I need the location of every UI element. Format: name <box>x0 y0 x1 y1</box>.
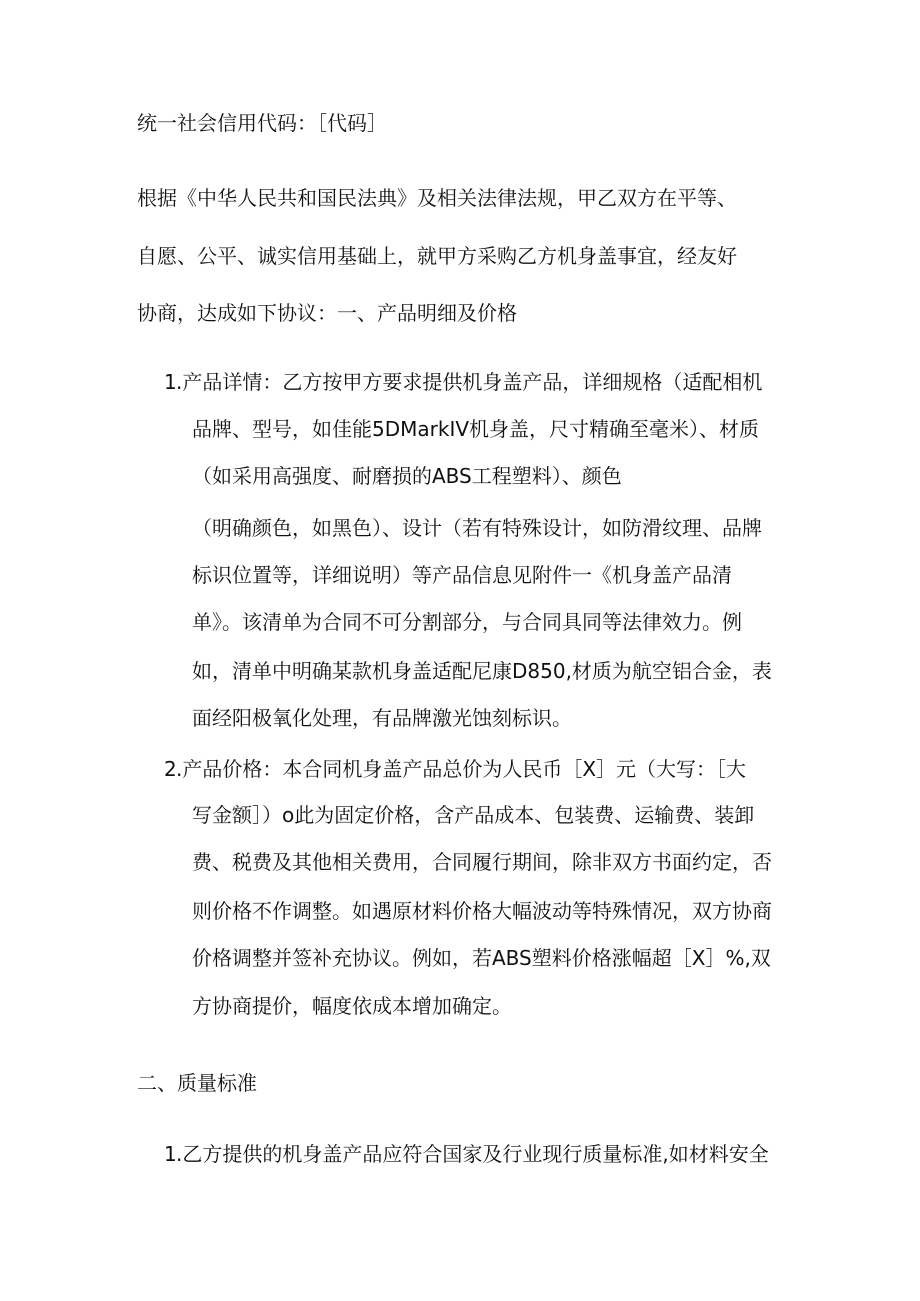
preamble-line-1: 根据《中华人民共和国民法典》及相关法律法规，甲乙双方在平等、 <box>137 186 737 210</box>
item2-line-1: .产品价格：本合同机身盖产品总价为人民币［X］元（大写：［大 <box>176 757 747 781</box>
item1-line-1: .产品详情：乙方按甲方要求提供机身盖产品，详细规格（适配相机 <box>176 370 763 394</box>
item1-line-4: （明确颜色，如黑色）、设计（若有特殊设计，如防滑纹理、品牌 <box>192 516 762 540</box>
item-number: 2 <box>164 757 177 781</box>
item2-line-3: 费、税费及其他相关费用，合同履行期间，除非双方书面约定，否 <box>192 850 772 874</box>
item-number: 1 <box>164 370 177 394</box>
preamble-line-3: 协商，达成如下协议：一、产品明细及价格 <box>137 301 517 325</box>
credit-code-line: 统一社会信用代码：［代码］ <box>137 111 387 135</box>
item2-line-4: 则价格不作调整。如遇原材料价格大幅波动等特殊情况，双方协商 <box>192 899 772 923</box>
item2-line-6: 方协商提价，幅度依成本增加确定。 <box>192 994 512 1018</box>
item1-line-6: 单》。该清单为合同不可分割部分，与合同具同等法律效力。例 <box>192 610 742 634</box>
section2-heading: 二、质量标准 <box>137 1071 257 1095</box>
section2-item1-line-1: .乙方提供的机身盖产品应符合国家及行业现行质量标准,如材料安全 <box>176 1142 769 1166</box>
item1-line-5: 标识位置等，详细说明）等产品信息见附件一《机身盖产品清 <box>192 563 732 587</box>
item1-line-2: 品牌、型号，如佳能5DMarkIV机身盖，尺寸精确至毫米）、材质 <box>192 417 760 441</box>
item2-line-5: 价格调整并签补充协议。例如，若ABS塑料价格涨幅超［X］%,双 <box>192 946 771 970</box>
item1-line-8: 面经阳极氧化处理，有品牌激光蚀刻标识。 <box>192 706 572 730</box>
preamble-line-2: 自愿、公平、诚实信用基础上，就甲方采购乙方机身盖事宜，经友好 <box>137 244 737 268</box>
item1-line-7: 如，清单中明确某款机身盖适配尼康D850,材质为航空铝合金，表 <box>192 659 772 683</box>
item-number: 1 <box>164 1142 177 1166</box>
item1-line-3: （如采用高强度、耐磨损的ABS工程塑料）、颜色 <box>192 464 622 488</box>
item2-line-2: 写金额］）o此为固定价格，含产品成本、包装费、运输费、装卸 <box>192 803 755 827</box>
